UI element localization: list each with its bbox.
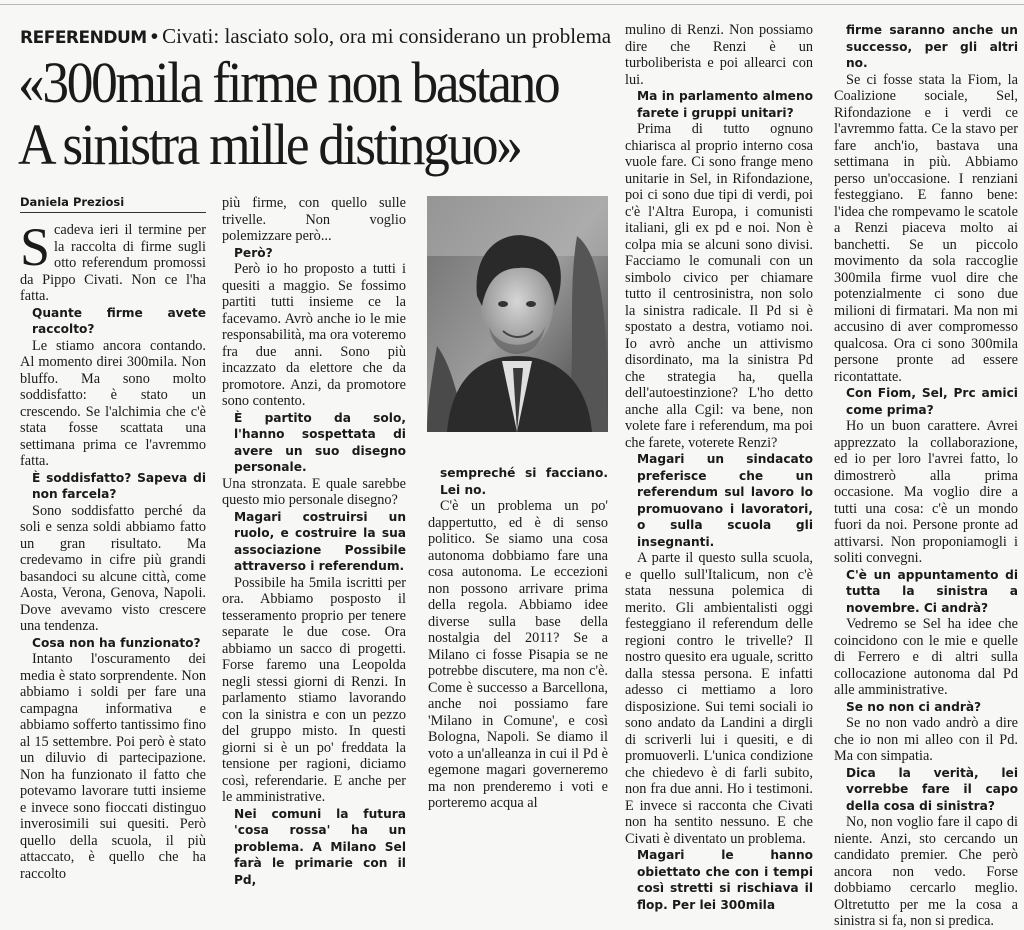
column-1 bbox=[20, 217, 206, 882]
question: Nei comuni la futura 'cosa rossa' ha un problema. A Milano Sel farà le primarie con il Pd, bbox=[234, 806, 406, 887]
question: Quante firme avete raccolto? bbox=[32, 305, 206, 336]
kicker-deck: Civati: lasciato solo, ora mi considerano un problema bbox=[162, 24, 612, 48]
answer: mulino di Renzi. Non possiamo dire che Renzi è un turboliberista e poi allearci con lui. bbox=[625, 22, 813, 88]
headline-line-1: «300mila firme non bastano bbox=[18, 50, 559, 115]
question: C'è un appuntamento di tutta la sinistra a novembre. Ci andrà? bbox=[846, 567, 1018, 615]
question: È partito da solo, l'hanno sospettata di avere un suo disegno personale. bbox=[234, 410, 406, 474]
answer: Vedremo se Sel ha idee che coincidono con le mie e quelle di Ferrero e di altri sulla collocazione autonoma dal Pd alle amministrative. bbox=[834, 616, 1018, 698]
question: È soddisfatto? Sapeva di non farcela? bbox=[32, 470, 206, 501]
byline: Daniela Preziosi bbox=[20, 195, 206, 213]
question: Però? bbox=[234, 245, 273, 260]
portrait-image bbox=[427, 196, 608, 432]
question: firme saranno anche un successo, per gli altri no. bbox=[846, 23, 1018, 70]
column-5 bbox=[834, 22, 1018, 930]
section-tag: REFERENDUM bbox=[20, 28, 147, 48]
question: Dica la verità, lei vorrebbe fare il capo della cosa di sinistra? bbox=[846, 765, 1018, 813]
answer: Sono soddisfatto perché da soli e senza soldi abbiamo fatto un gran risultato. Ma credevamo in cifre più grandi basandoci su alcune città, come Aosta, Verona, Genova, Napoli. Dove avevamo visto crescere una tendenza. bbox=[20, 502, 206, 634]
answer: Una stronzata. E quale sarebbe questo mio personale disegno? bbox=[222, 475, 406, 508]
answer: Ho un buon carattere. Avrei apprezzato la collaborazione, ed io per loro l'avrei fatto, lo dimostrerò alla prima occasione. Ma voglio dire a tutti una cosa: c'è un mondo fuori da noi. Persone pronte ad attivarsi. Non proponiamogli i soliti convegni. bbox=[834, 418, 1018, 566]
answer: Le stiamo ancora contando. Al momento direi 300mila. Non bluffo. Ma sono molto soddisfatto: è stato un crescendo. Se l'alchimia che c'è stata fosse scattata una settimana prima ce l'avremmo fatta. bbox=[20, 337, 206, 469]
answer: Intanto l'oscuramento dei media è stato sorprendente. Non abbiamo i soldi per fare una campagna informativa e abbiamo sofferto tantissimo fino al 15 settembre. Poi però è stato un diluvio di partecipazione. Non ha funzionato il fatto che potevamo lavorare tutti insieme e invece sono fioccati distinguo inverosimili sui quesiti. Però quello della scuola, il più attaccato, è quello che ha raccolto bbox=[20, 651, 206, 882]
answer: più firme, con quello sulle trivelle. Non voglio polemizzare però... bbox=[222, 195, 406, 244]
question: Ma in parlamento almeno farete i gruppi unitari? bbox=[637, 89, 813, 120]
drop-cap: S bbox=[20, 217, 51, 277]
question: Magari costruirsi un ruolo, e costruire la sua associazione Possibile attraverso i referendum. bbox=[234, 509, 406, 573]
question: Magari le hanno obiettato che con i tempi così stretti si rischiava il flop. Per lei 300mila bbox=[637, 848, 813, 912]
question: Con Fiom, Sel, Prc amici come prima? bbox=[846, 386, 1018, 417]
answer: Prima di tutto ognuno chiarisca al proprio interno cosa vuole fare. Ci sono frange meno unitarie in Sel, in Rifondazione, poi ci sono due tipi di verdi, poi c'è l'Altra Europa, i comunisti italiani, gli ex pd e noi. Non è colpa mia se alcuni sono divisi. Facciamo le comunali con un simbolo civico per chiamare tutto il centrosinistra, non solo la sinistra radicale. Il Pd si è spostato a destra, votiamo noi. Io avrò anche un attivismo disordinato, ma la sinistra Pd che strategia ha, quella dell'autoestinzione? L'ho detto anche alla Cgil: va bene, non volete fare i referendum, ma poi che farete, voterete Renzi? bbox=[625, 121, 813, 451]
question: Magari un sindacato preferisce che un referendum sul lavoro lo promuovano i lavoratori, o sulla scuola gli insegnanti. bbox=[637, 452, 813, 549]
question: sempreché si facciano. Lei no. bbox=[440, 466, 608, 497]
answer: Però io ho proposto a tutti i quesiti a maggio. Se fossimo partiti tutti insieme ce la facevamo. Avrò anche io le mie responsabilità, ma ora voteremo fra due anni. Sono più incazzato da elettore che da promotore. Anzi, da promotore sono contento. bbox=[222, 261, 406, 409]
headline-line-2: A sinistra mille distinguo» bbox=[18, 112, 521, 177]
top-rule bbox=[0, 4, 1024, 5]
question: Se no non ci andrà? bbox=[846, 699, 982, 714]
column-4 bbox=[625, 22, 813, 913]
paragraph-text: cadeva ieri il termine per la raccolta di firme sugli otto referendum promossi da Pippo Civati. Non ce l'ha fatta. bbox=[20, 222, 206, 304]
question: Cosa non ha funzionato? bbox=[32, 635, 201, 650]
portrait-photo bbox=[427, 196, 608, 432]
headline bbox=[18, 52, 570, 176]
lead-paragraph bbox=[20, 217, 206, 305]
answer: No, non voglio fare il capo di niente. Anzi, sto cercando un candidato premier. Che però ancora non vedo. Forse dobbiamo cercarlo meglio. Oltretutto per me la cosa a sinistra si fa, non si predica. bbox=[834, 814, 1018, 929]
answer: C'è un problema un po' dappertutto, ed è di senso politico. Se siamo una cosa autonoma dobbiamo fare una cosa autonoma. Le eccezioni non possono arrivare prima della regola. Abbiamo idee diverse sulla base della nostalgia del 2011? Se a Milano ci fosse Pisapia se ne potrebbe discutere, ma non c'è. Come è successo a Barcellona, anche noi possiamo fare 'Milano in Comune', e così Bologna, Napoli. Se diamo il voto a un'alleanza in cui il Pd è egemone magari governeremo ma non prenderemo i voti e porteremo acqua al bbox=[428, 498, 608, 811]
answer: Se no non vado andrò a dire che io non mi alleo con il Pd. Ma con simpatia. bbox=[834, 715, 1018, 764]
answer: A parte il questo sulla scuola, e quello sull'Italicum, non c'è stata nessuna polemica di merito. Gli ambientalisti oggi festeggiano il referendum delle regioni contro le trivelle? Il nostro quesito era uguale, scritto dalla stessa persona. E infatti adesso ci mettiamo a loro disposizione. Sui temi sociali io sono andato da Landini a dirgli di scriverli lui i quesiti, e di promuoverli. L'unica condizione che chiedevo è di farli subito, non fra due anni. Ho i testimoni. E invece si racconta che Civati non ha sentito nessuno. E che Civati è diventato un problema. bbox=[625, 550, 813, 847]
column-3 bbox=[428, 465, 608, 812]
column-2 bbox=[222, 195, 406, 888]
answer: Se ci fosse stata la Fiom, la Coalizione sociale, Sel, Rifondazione e i verdi ce l'avremmo fatta. Ce la stavo per fare anch'io, bastava una settimana in più. Abbiamo perso un'occasione. I renziani festeggiano. E fanno bene: l'idea che rompevamo le scatole a Renzi piaceva molto ai banchetti. Se un piccolo movimento da sola raccoglie 300mila firme vuol dire che potenzialmente ci sono due milioni di firmatari. Ma non mi accusino di aver compromesso qualcosa. Ora ci sono 300mila persone pronte ad essere ricontattate. bbox=[834, 71, 1018, 385]
kicker-separator: • bbox=[150, 24, 159, 48]
kicker bbox=[20, 24, 611, 49]
answer: Possibile ha 5mila iscritti per ora. Abbiamo posposto il tesseramento proprio per tenere separate le due cose. Ora abbiamo un sacco di progetti. Forse faremo una Leopolda negli stessi giorni di Renzi. In parlamento stiamo lavorando con la sinistra e con un pezzo del gruppo misto. In questi giorni si è un po' freddata la tensione per ragioni, diciamo così, referendarie. E anche per le amministrative. bbox=[222, 574, 406, 805]
